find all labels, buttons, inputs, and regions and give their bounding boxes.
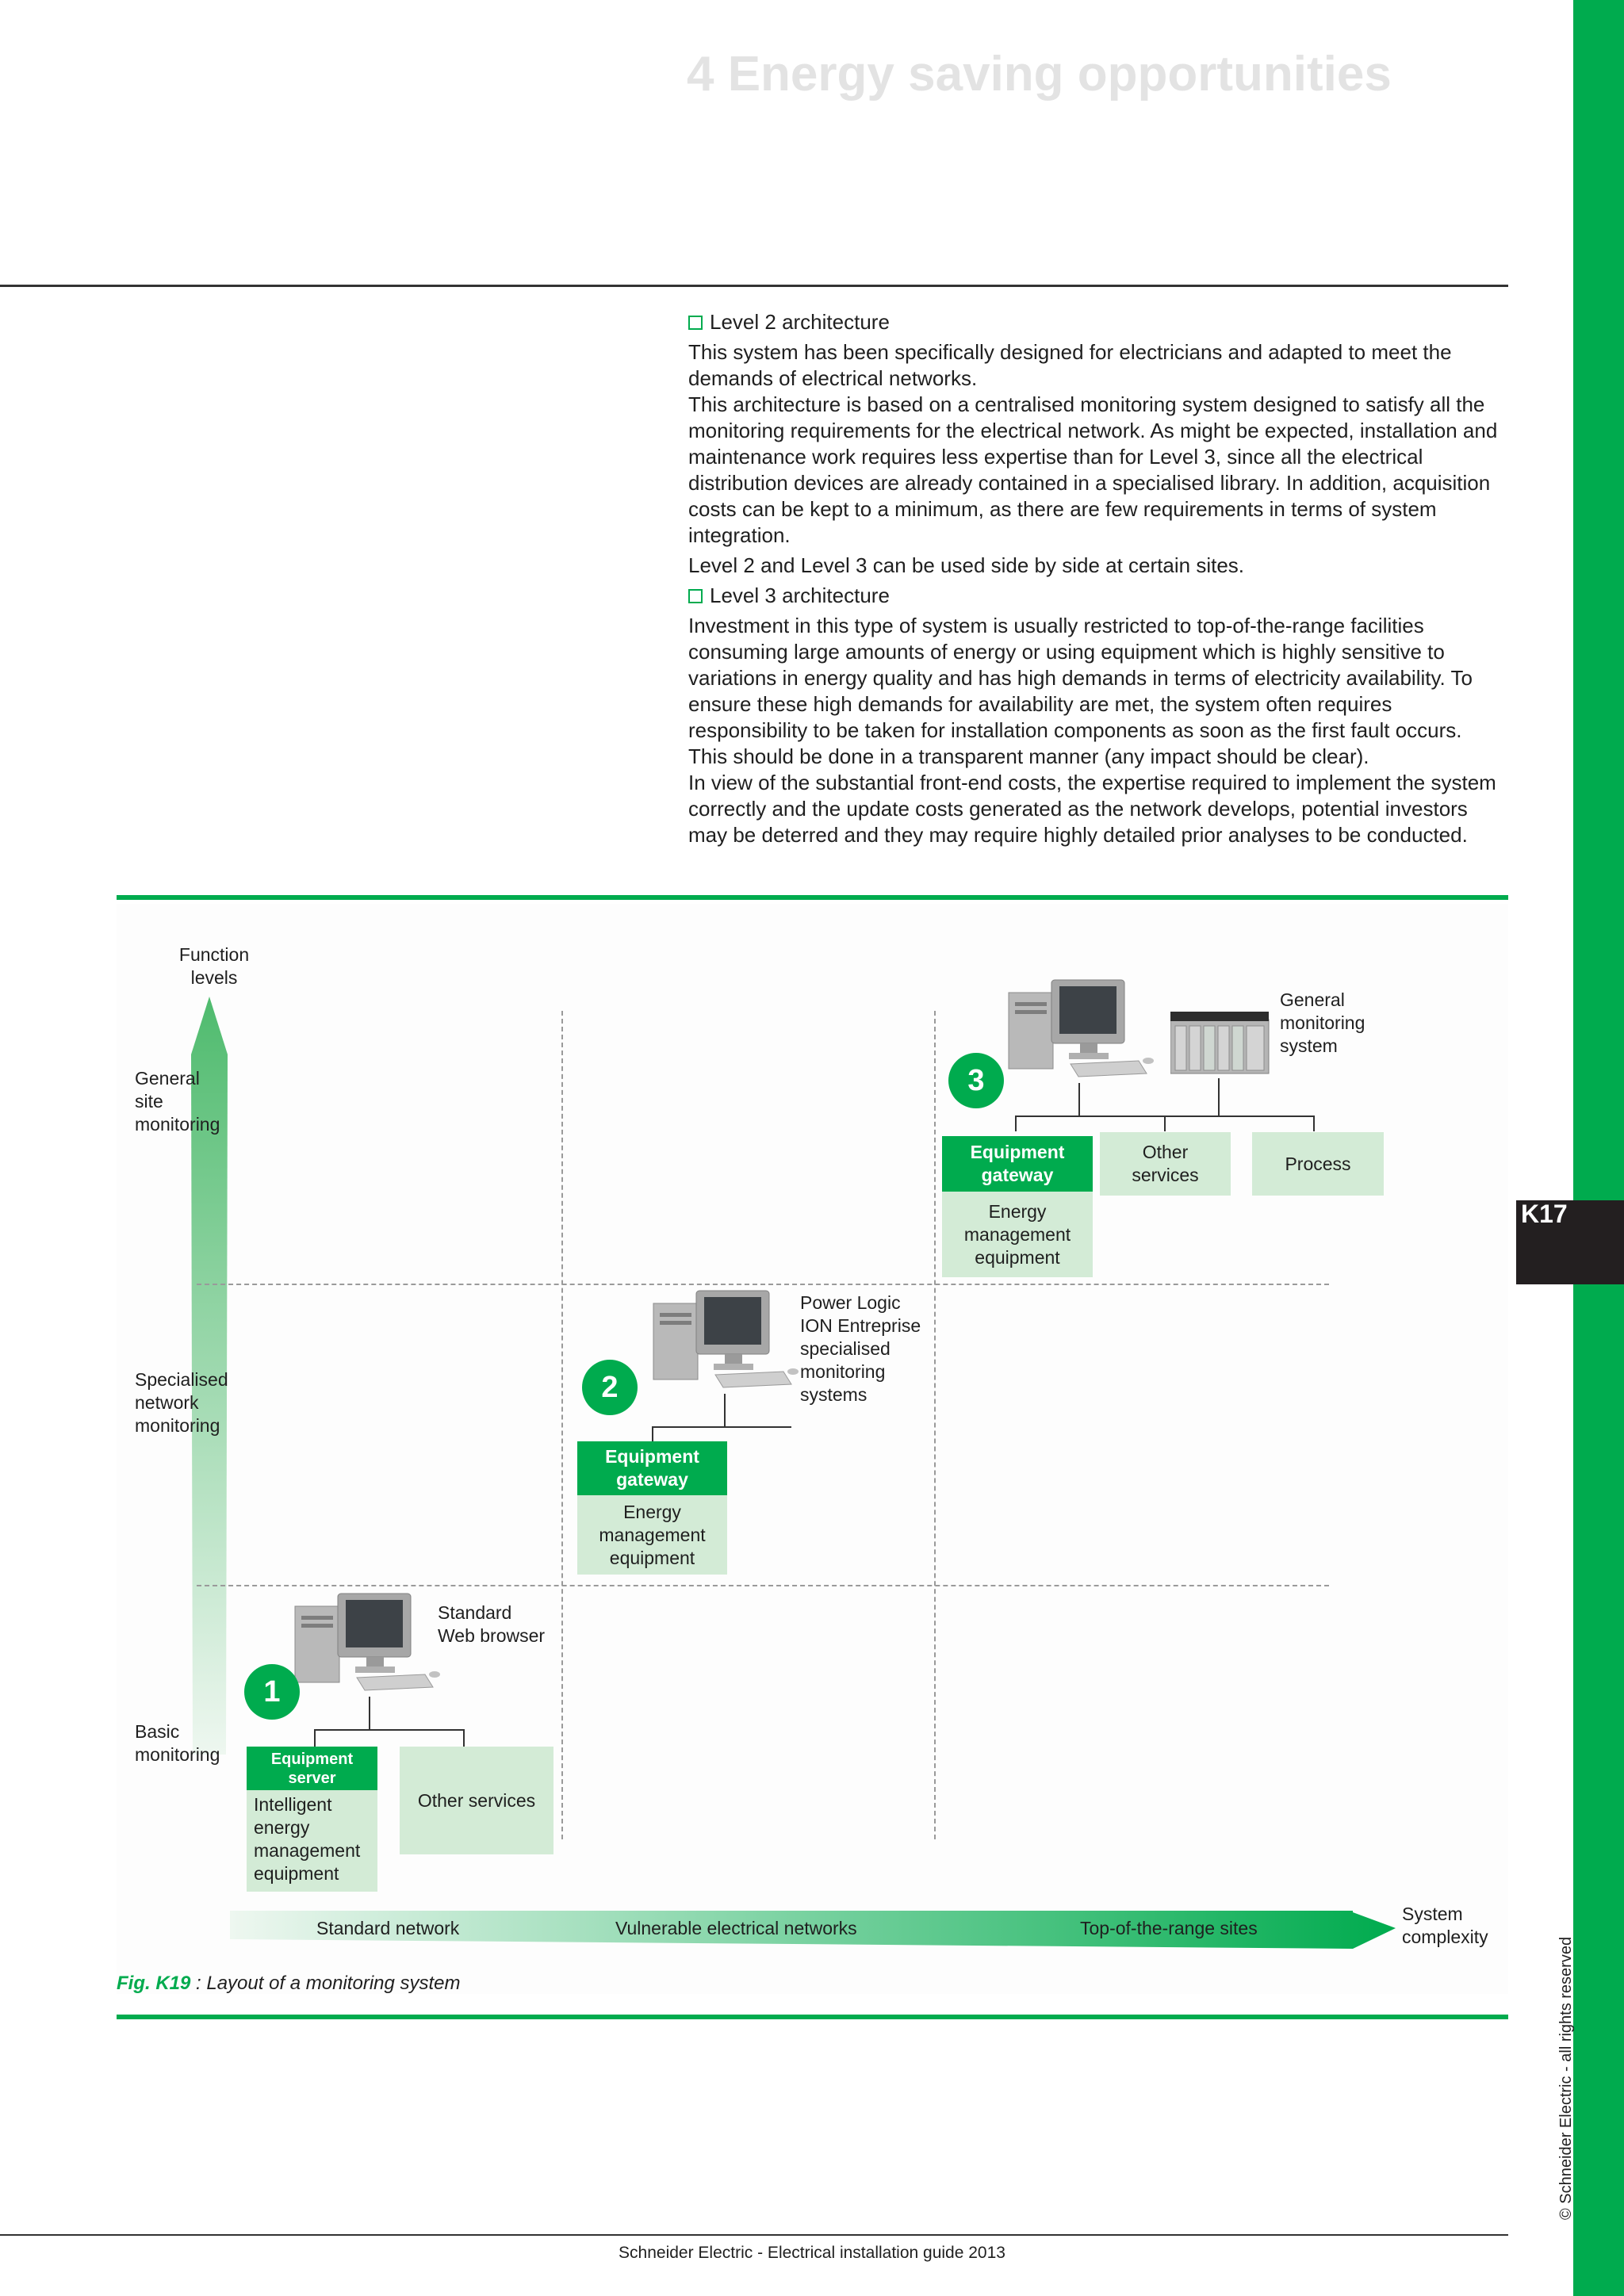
device-line: equipment xyxy=(975,1246,1060,1268)
device-line: management xyxy=(254,1840,361,1861)
connector-line xyxy=(1218,1078,1220,1116)
other-services-box xyxy=(1100,1132,1231,1196)
energy-equipment-box xyxy=(942,1192,1093,1277)
connector-line xyxy=(724,1394,726,1427)
computer-icon xyxy=(293,1592,441,1695)
pc-label-line: system xyxy=(1280,1035,1338,1056)
device-line: management xyxy=(963,1223,1071,1245)
footer-text: Schneider Electric - Electrical installation guide 2013 xyxy=(619,2244,1005,2262)
y-axis-title-line: levels xyxy=(190,967,238,988)
level3-paragraph-1: Investment in this type of system is usually restricted to top-of-the-range facilities consuming large amounts of energy or using equipment which is highly sensitive to variations in energy quality and has high demands in terms of electricity availability. To ensure these high demands for availability are met, the system often requires responsibility to be taken for installation components as soon as the first fault occurs. This should be done in a transparent manner (any impact should be clear). xyxy=(688,614,1473,768)
y-level-line: monitoring xyxy=(135,1114,220,1135)
box-text: services xyxy=(1132,1165,1199,1185)
connector-line xyxy=(1078,1083,1080,1116)
pc-label-line: Web browser xyxy=(438,1625,546,1646)
pc-label-line: systems xyxy=(800,1384,868,1405)
x-category-standard: Standard network xyxy=(316,1918,460,1938)
box-text: Equipment xyxy=(270,1750,354,1768)
device-line: Intelligent xyxy=(254,1794,332,1815)
box-text: Process xyxy=(1285,1153,1351,1174)
pc-label-line: ION Entreprise xyxy=(800,1315,921,1336)
y-axis-title xyxy=(159,943,270,989)
level2-paragraph-2: This architecture is based on a centralised monitoring system designed to satisfy all the monitoring requirements for the electrical network. As might be expected, installation and maintenance work requires less expertise than for Level 3, since all the electrical distribution devices are already contained in a specialised library. In addition, acquisition costs can be kept to a minimum, as there are few requirements in terms of system integration. xyxy=(688,392,1498,547)
box-text: Other xyxy=(1142,1142,1189,1162)
box-text: Equipment xyxy=(605,1446,699,1467)
pc-label-1 xyxy=(438,1601,545,1647)
pc-label-line: specialised xyxy=(800,1338,891,1359)
y-level-general xyxy=(135,1067,220,1136)
intelligent-equipment-box xyxy=(247,1790,377,1892)
level3-paragraph-2: In view of the substantial front-end costs, the expertise required to implement the system correctly and the update costs generated as the network develops, potential investors may be deterred and they may require highly detailed prior analyses to be conducted. xyxy=(688,771,1496,847)
connector-line xyxy=(369,1697,370,1730)
figure-bottom-rule xyxy=(117,2015,1508,2019)
page-tab: K17 xyxy=(1516,1200,1624,1284)
y-level-line: Basic xyxy=(135,1721,180,1742)
computer-icon xyxy=(652,1289,799,1392)
pc-label-line: monitoring xyxy=(800,1361,886,1382)
figure-caption-text: : Layout of a monitoring system xyxy=(190,1973,461,1994)
connector-line xyxy=(1164,1115,1166,1131)
energy-equipment-box xyxy=(577,1495,727,1575)
level-2-badge: 2 xyxy=(582,1360,638,1415)
figure-caption xyxy=(117,1973,461,1995)
column-divider xyxy=(561,1011,563,1839)
level-1-badge: 1 xyxy=(244,1664,300,1720)
level3-heading-text: Level 3 architecture xyxy=(710,584,890,607)
connector-line xyxy=(463,1729,465,1747)
pc-label-line: monitoring xyxy=(1280,1012,1365,1033)
device-line: Energy xyxy=(988,1200,1047,1222)
y-level-line: network xyxy=(135,1392,199,1413)
device-line: energy xyxy=(254,1817,310,1838)
process-box xyxy=(1252,1132,1384,1196)
connector-line xyxy=(314,1729,465,1731)
pc-label-3 xyxy=(1280,989,1365,1058)
y-level-line: monitoring xyxy=(135,1415,220,1436)
y-level-basic xyxy=(135,1720,220,1766)
x-category-vulnerable: Vulnerable electrical networks xyxy=(615,1918,857,1938)
box-text: gateway xyxy=(616,1469,688,1490)
y-level-line: monitoring xyxy=(135,1744,220,1765)
pc-label-2 xyxy=(800,1292,921,1406)
y-level-line: General xyxy=(135,1068,200,1089)
box-text: server xyxy=(288,1769,336,1787)
pc-label-line: Standard xyxy=(438,1602,512,1623)
plc-rack-icon xyxy=(1170,1012,1270,1075)
pc-label-line: Power Logic xyxy=(800,1292,901,1313)
row-divider xyxy=(197,1585,1329,1586)
chapter-title: 4 Energy saving opportunities xyxy=(687,47,1392,101)
x-axis-title xyxy=(1402,1903,1488,1949)
box-text: gateway xyxy=(981,1165,1054,1185)
y-level-specialised xyxy=(135,1368,228,1437)
pc-label-line: General xyxy=(1280,989,1345,1010)
x-axis-title-line: System xyxy=(1402,1904,1463,1924)
connector-line xyxy=(652,1426,653,1442)
equipment-server-box xyxy=(247,1747,377,1790)
level2-paragraph-1: This system has been specifically designed for electricians and adapted to meet the demands of electrical networks. xyxy=(688,340,1452,390)
y-level-line: site xyxy=(135,1091,163,1112)
device-line: Energy xyxy=(623,1501,681,1522)
box-text: Other services xyxy=(417,1789,536,1811)
level2-paragraph-3: Level 2 and Level 3 can be used side by side at certain sites. xyxy=(688,553,1244,577)
x-category-top-range: Top-of-the-range sites xyxy=(1080,1918,1258,1938)
column-divider xyxy=(934,1011,936,1839)
connector-line xyxy=(1313,1115,1315,1131)
other-services-box xyxy=(400,1747,553,1854)
level-3-badge: 3 xyxy=(948,1053,1004,1108)
y-axis-title-line: Function xyxy=(178,944,250,965)
y-level-line: Specialised xyxy=(135,1369,228,1390)
x-axis-title-line: complexity xyxy=(1402,1927,1488,1947)
connector-line xyxy=(652,1426,791,1428)
device-line: management xyxy=(599,1524,706,1545)
device-line: equipment xyxy=(609,1547,695,1568)
figure-reference: Fig. K19 xyxy=(117,1973,191,1994)
connector-line xyxy=(314,1729,316,1747)
row-divider xyxy=(197,1284,1329,1285)
box-text: Equipment xyxy=(970,1142,1065,1162)
equipment-gateway-box xyxy=(577,1441,727,1495)
copyright-notice: © Schneider Electric - all rights reserved xyxy=(1557,1936,1575,2220)
equipment-gateway-box xyxy=(942,1136,1093,1192)
footer-rule xyxy=(0,2234,1508,2236)
computer-icon xyxy=(1007,978,1155,1081)
device-text xyxy=(247,1790,360,1885)
level2-heading-text: Level 2 architecture xyxy=(710,310,890,334)
connector-line xyxy=(1015,1115,1017,1131)
device-line: equipment xyxy=(254,1863,339,1884)
